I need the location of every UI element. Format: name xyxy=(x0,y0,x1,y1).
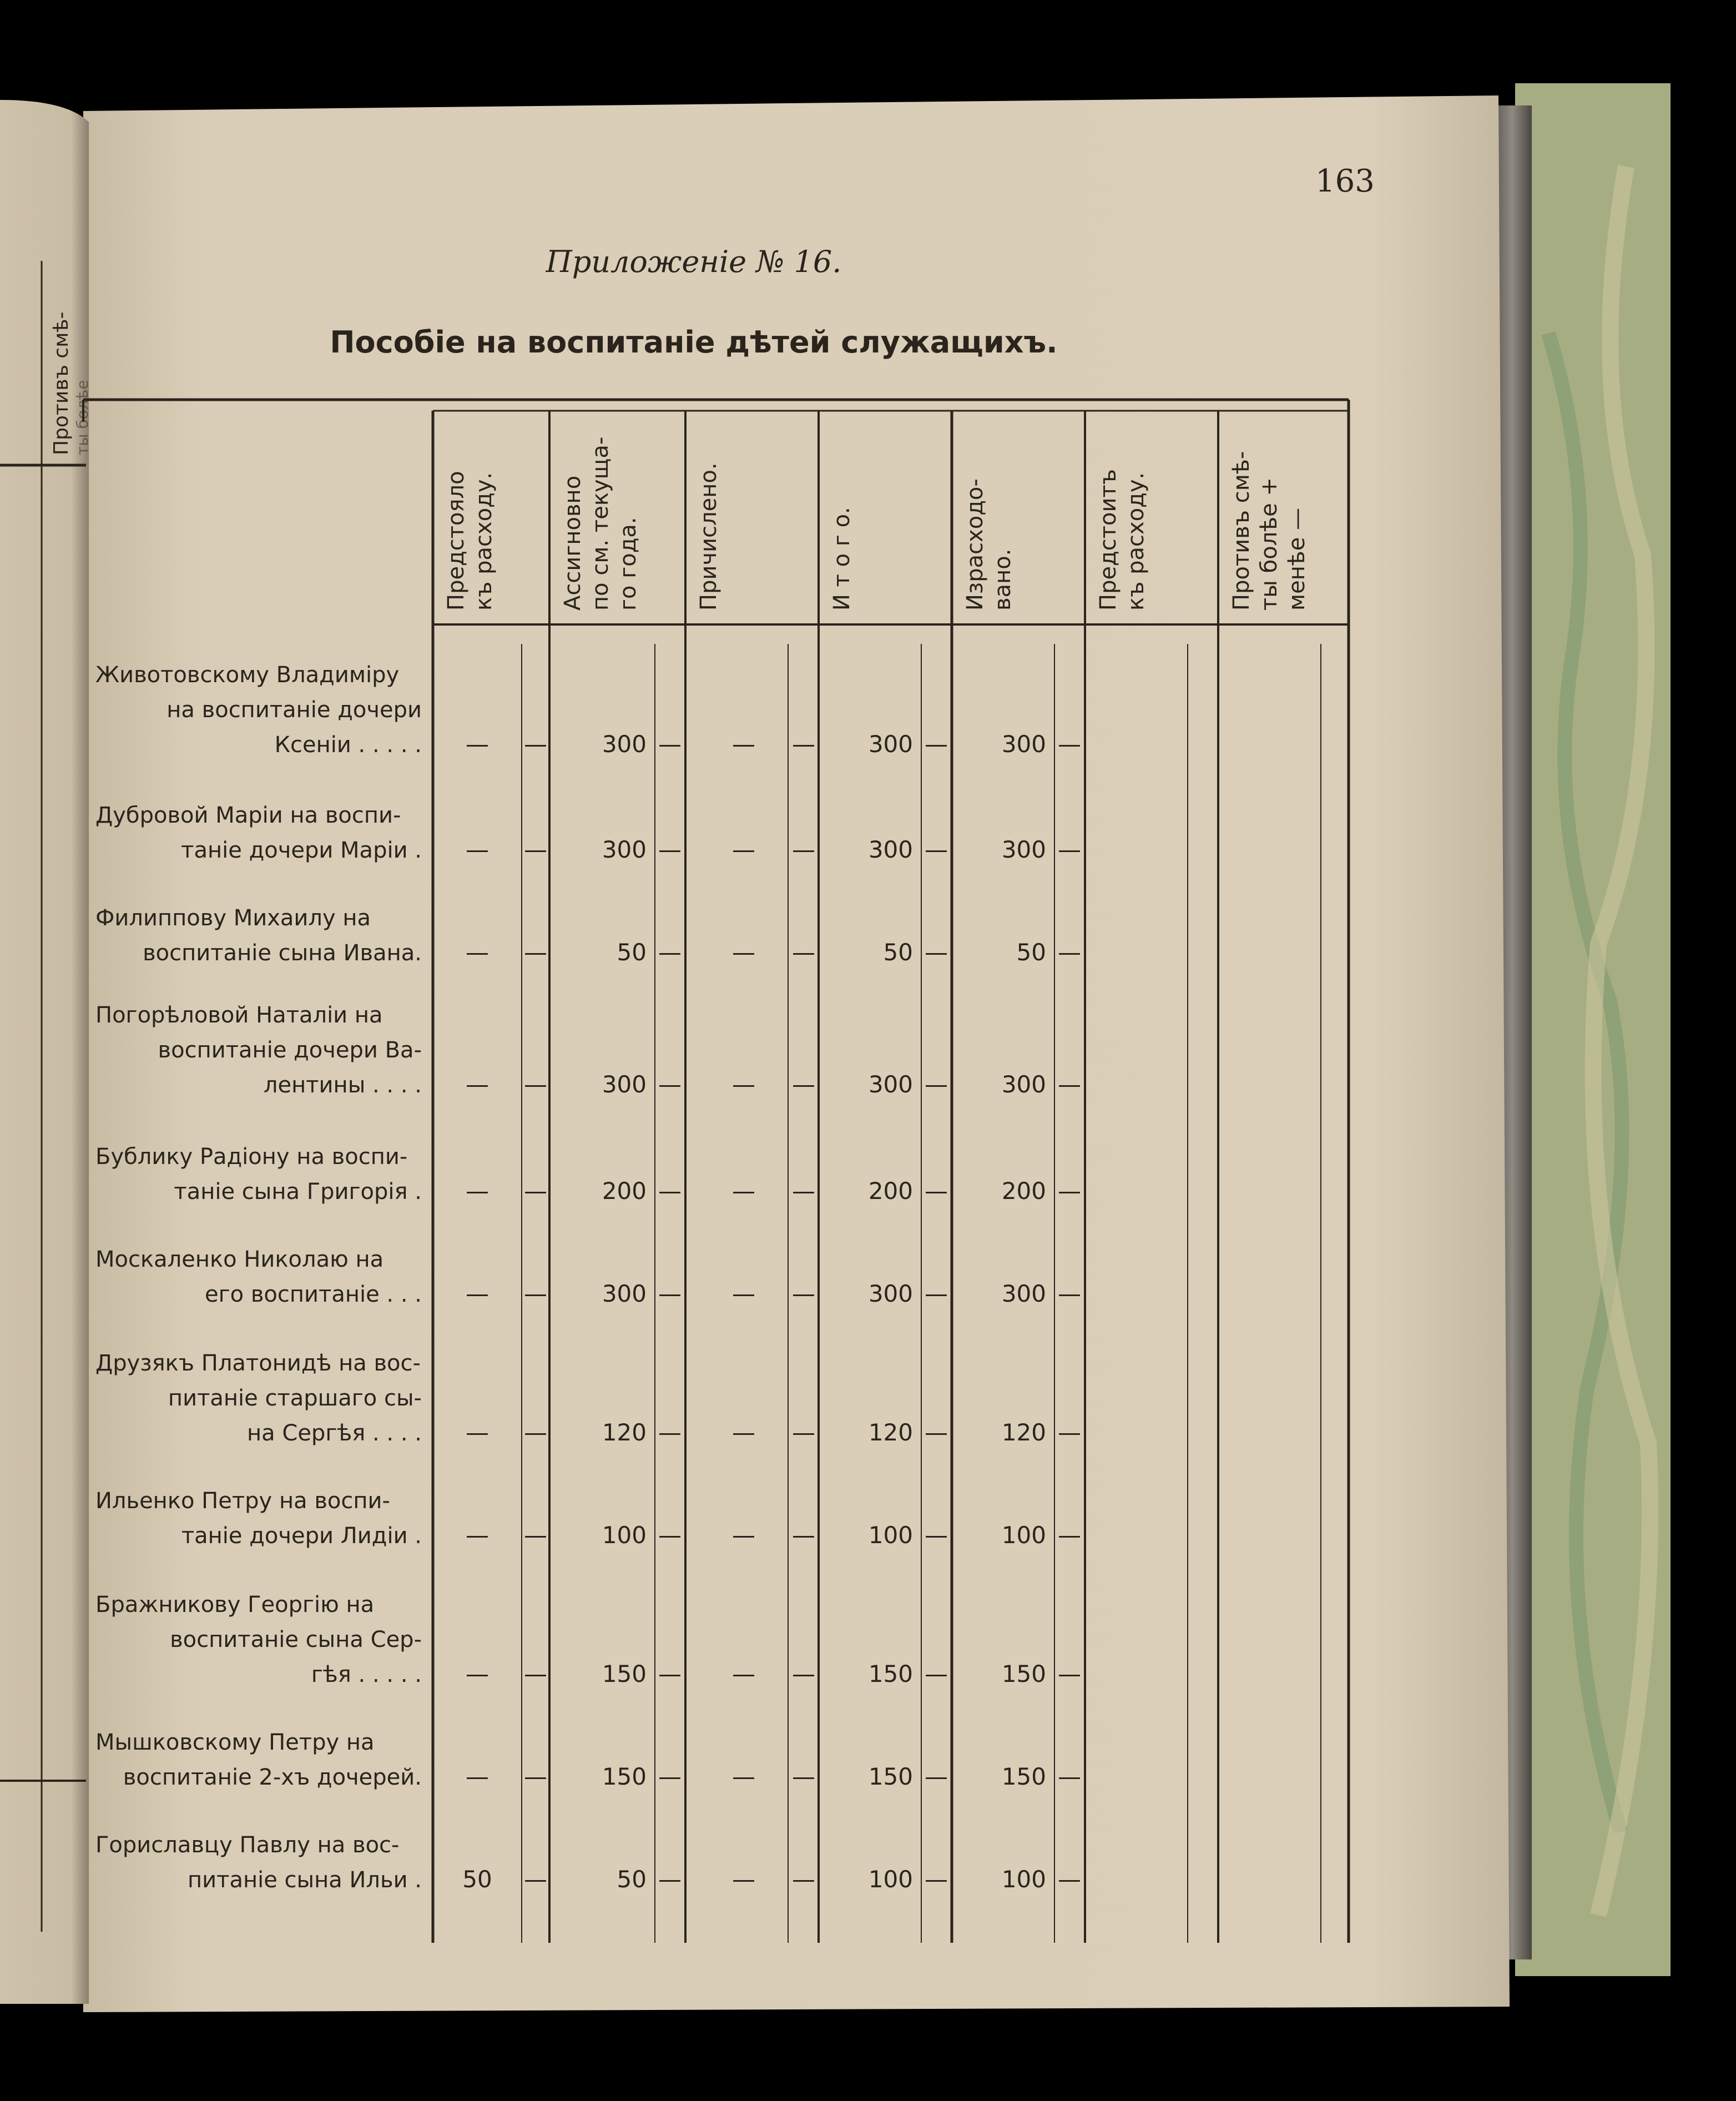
row-name-line: воспитанiе сына Ивана. xyxy=(143,940,422,966)
row-cell: 300 xyxy=(1001,1280,1046,1307)
row-cell: 300 xyxy=(602,730,647,758)
row-cell: — xyxy=(1058,1280,1081,1307)
row-cell: 150 xyxy=(602,1763,647,1790)
row-cell: — xyxy=(524,1419,547,1446)
row-cell: — xyxy=(524,1071,547,1098)
row-cell: 50 xyxy=(462,1866,492,1893)
row-cell: 300 xyxy=(868,730,913,758)
row-cell: — xyxy=(925,1521,948,1549)
column-header-2-line-1: Ассигновно xyxy=(560,475,586,611)
row-name-line: Гориславцу Павлу на вос- xyxy=(95,1832,400,1858)
row-cell: 100 xyxy=(1001,1521,1046,1549)
row-cell: — xyxy=(466,1660,489,1687)
row-cell: — xyxy=(1058,836,1081,863)
row-cell: — xyxy=(1058,1660,1081,1687)
row-cell: 50 xyxy=(883,939,913,966)
row-name-line: Ильенко Петру на воспи- xyxy=(95,1488,390,1514)
row-name-line: Бражникову Георгiю на xyxy=(95,1592,375,1618)
row-cell: — xyxy=(732,939,755,966)
column-header-4-line-1: И т о г о. xyxy=(829,507,855,611)
row-cell: 50 xyxy=(617,1866,647,1893)
page-title: Пособiе на воспитанiе дѣтей служащихъ. xyxy=(330,325,1058,360)
row-cell: — xyxy=(524,939,547,966)
row-name-line: Москаленко Николаю на xyxy=(95,1247,384,1272)
row-cell: — xyxy=(524,1177,547,1205)
row-name-line: Дубровой Марiи на воспи- xyxy=(95,803,401,828)
row-cell: — xyxy=(792,1071,815,1098)
row-cell: — xyxy=(524,1521,547,1549)
row-cell: — xyxy=(658,836,682,863)
column-header-6-line-2: къ расходу. xyxy=(1123,472,1149,611)
row-cell: — xyxy=(1058,1177,1081,1205)
row-cell: 50 xyxy=(617,939,647,966)
column-header-6-line-1: Предстоитъ xyxy=(1096,468,1121,611)
row-cell: — xyxy=(524,1280,547,1307)
left-page-fragment-2: ты болѣе xyxy=(73,380,92,455)
row-cell: — xyxy=(466,1763,489,1790)
row-cell: — xyxy=(792,1660,815,1687)
row-cell: 150 xyxy=(868,1763,913,1790)
row-cell: 300 xyxy=(1001,836,1046,863)
row-cell: 300 xyxy=(602,836,647,863)
row-name-line: воспитанiе 2-хъ дочерей. xyxy=(123,1765,422,1790)
row-cell: — xyxy=(466,730,489,758)
row-cell: — xyxy=(925,939,948,966)
row-cell: — xyxy=(732,1177,755,1205)
row-cell: — xyxy=(466,1071,489,1098)
row-cell: 150 xyxy=(868,1660,913,1687)
row-cell: — xyxy=(792,1419,815,1446)
column-header-7-line-2: ты болѣе + xyxy=(1256,477,1282,611)
row-cell: — xyxy=(658,1071,682,1098)
row-cell: — xyxy=(1058,1071,1081,1098)
row-cell: — xyxy=(792,1280,815,1307)
row-cell: — xyxy=(732,730,755,758)
page-number: 163 xyxy=(1315,163,1375,199)
row-name-line: питанiе сына Ильи . xyxy=(188,1867,422,1893)
row-cell: 150 xyxy=(1001,1763,1046,1790)
row-cell: — xyxy=(792,939,815,966)
row-cell: — xyxy=(466,1419,489,1446)
row-cell: — xyxy=(658,939,682,966)
row-name-line: Филиппову Михаилу на xyxy=(95,905,371,931)
row-name-line: на воспитанiе дочери xyxy=(166,697,422,723)
row-cell: — xyxy=(925,1866,948,1893)
row-cell: — xyxy=(1058,1419,1081,1446)
row-name-line: Друзякъ Платонидѣ на вос- xyxy=(95,1351,421,1376)
row-cell: 150 xyxy=(1001,1660,1046,1687)
row-cell: 300 xyxy=(868,836,913,863)
row-cell: 120 xyxy=(602,1419,647,1446)
row-cell: — xyxy=(925,1280,948,1307)
row-name-line: его воспитанiе . . . xyxy=(205,1282,422,1307)
row-cell: — xyxy=(732,1521,755,1549)
row-cell: 150 xyxy=(602,1660,647,1687)
row-name-line: гѣя . . . . . xyxy=(311,1662,422,1687)
row-cell: — xyxy=(658,1866,682,1893)
row-cell: — xyxy=(792,1866,815,1893)
row-cell: — xyxy=(925,1071,948,1098)
row-cell: — xyxy=(925,1763,948,1790)
row-cell: — xyxy=(732,1763,755,1790)
row-cell: — xyxy=(792,1177,815,1205)
row-cell: — xyxy=(732,1071,755,1098)
row-cell: 200 xyxy=(868,1177,913,1205)
row-cell: — xyxy=(792,730,815,758)
row-cell: — xyxy=(658,1280,682,1307)
row-name-line: Погорѣловой Наталiи на xyxy=(95,1002,383,1028)
row-cell: — xyxy=(466,1177,489,1205)
row-cell: — xyxy=(524,1866,547,1893)
column-header-2-line-2: по см. текуща- xyxy=(588,436,613,611)
row-cell: — xyxy=(925,1660,948,1687)
row-cell: — xyxy=(658,730,682,758)
row-name-line: питанiе старшаго сы- xyxy=(168,1385,422,1411)
row-name-line: на Сергѣя . . . . xyxy=(247,1420,422,1446)
row-cell: 200 xyxy=(602,1177,647,1205)
row-cell: — xyxy=(1058,1866,1081,1893)
row-cell: — xyxy=(925,730,948,758)
row-cell: — xyxy=(524,836,547,863)
row-cell: 100 xyxy=(602,1521,647,1549)
row-cell: — xyxy=(466,939,489,966)
row-cell: — xyxy=(792,1763,815,1790)
row-cell: 100 xyxy=(868,1521,913,1549)
row-cell: — xyxy=(524,730,547,758)
column-header-7-line-1: Противъ смѣ- xyxy=(1229,451,1254,611)
column-header-7-line-3: менѣе — xyxy=(1284,507,1310,611)
row-name-line: Ксенiи . . . . . xyxy=(274,732,422,758)
row-cell: — xyxy=(466,836,489,863)
row-cell: — xyxy=(524,1763,547,1790)
row-cell: — xyxy=(732,1419,755,1446)
row-cell: 300 xyxy=(602,1071,647,1098)
row-cell: — xyxy=(1058,730,1081,758)
row-cell: — xyxy=(732,836,755,863)
row-cell: — xyxy=(466,1521,489,1549)
column-header-5-line-1: Израсходо- xyxy=(962,478,988,611)
row-name-line: танiе дочери Марiи . xyxy=(181,838,422,863)
row-cell: — xyxy=(524,1660,547,1687)
row-name-line: Животовскому Владимiру xyxy=(95,662,400,688)
row-name-line: Бублику Радiону на воспи- xyxy=(95,1144,408,1170)
column-header-1-line-2: къ расходу. xyxy=(471,472,497,611)
row-cell: 50 xyxy=(1016,939,1046,966)
row-cell: 300 xyxy=(868,1071,913,1098)
row-cell: — xyxy=(466,1280,489,1307)
row-cell: — xyxy=(658,1177,682,1205)
row-cell: — xyxy=(732,1866,755,1893)
row-cell: 300 xyxy=(868,1280,913,1307)
row-name-line: воспитанiе дочери Ва- xyxy=(158,1037,422,1063)
row-cell: — xyxy=(1058,1763,1081,1790)
row-cell: — xyxy=(732,1660,755,1687)
row-name-line: танiе сына Григорiя . xyxy=(174,1179,422,1205)
row-cell: — xyxy=(1058,1521,1081,1549)
row-cell: 300 xyxy=(602,1280,647,1307)
row-cell: 100 xyxy=(868,1866,913,1893)
row-name-line: танiе дочери Лидiи . xyxy=(181,1523,422,1549)
row-name-line: лентины . . . . xyxy=(263,1072,422,1098)
row-name-line: воспитанiе сына Сер- xyxy=(170,1627,422,1652)
column-header-3-line-1: Причислено. xyxy=(696,462,721,611)
column-header-2-line-3: го года. xyxy=(615,517,641,611)
row-cell: — xyxy=(658,1660,682,1687)
row-cell: — xyxy=(792,836,815,863)
row-cell: — xyxy=(925,1177,948,1205)
row-cell: — xyxy=(792,1521,815,1549)
row-cell: — xyxy=(658,1521,682,1549)
row-cell: — xyxy=(925,1419,948,1446)
row-cell: 200 xyxy=(1001,1177,1046,1205)
row-cell: — xyxy=(732,1280,755,1307)
column-header-1-line-1: Предстояло xyxy=(443,471,469,611)
row-cell: 300 xyxy=(1001,1071,1046,1098)
row-cell: 120 xyxy=(868,1419,913,1446)
row-cell: — xyxy=(658,1763,682,1790)
row-cell: — xyxy=(1058,939,1081,966)
row-cell: — xyxy=(925,836,948,863)
appendix-label: Приложенiе № 16. xyxy=(546,244,842,279)
row-cell: 120 xyxy=(1001,1419,1046,1446)
row-cell: — xyxy=(658,1419,682,1446)
row-cell: 100 xyxy=(1001,1866,1046,1893)
row-name-line: Мышковскому Петру на xyxy=(95,1730,375,1755)
row-cell: 300 xyxy=(1001,730,1046,758)
left-page-fragment-1: Противъ смѣ- xyxy=(50,311,73,455)
column-header-5-line-2: вано. xyxy=(990,548,1016,611)
